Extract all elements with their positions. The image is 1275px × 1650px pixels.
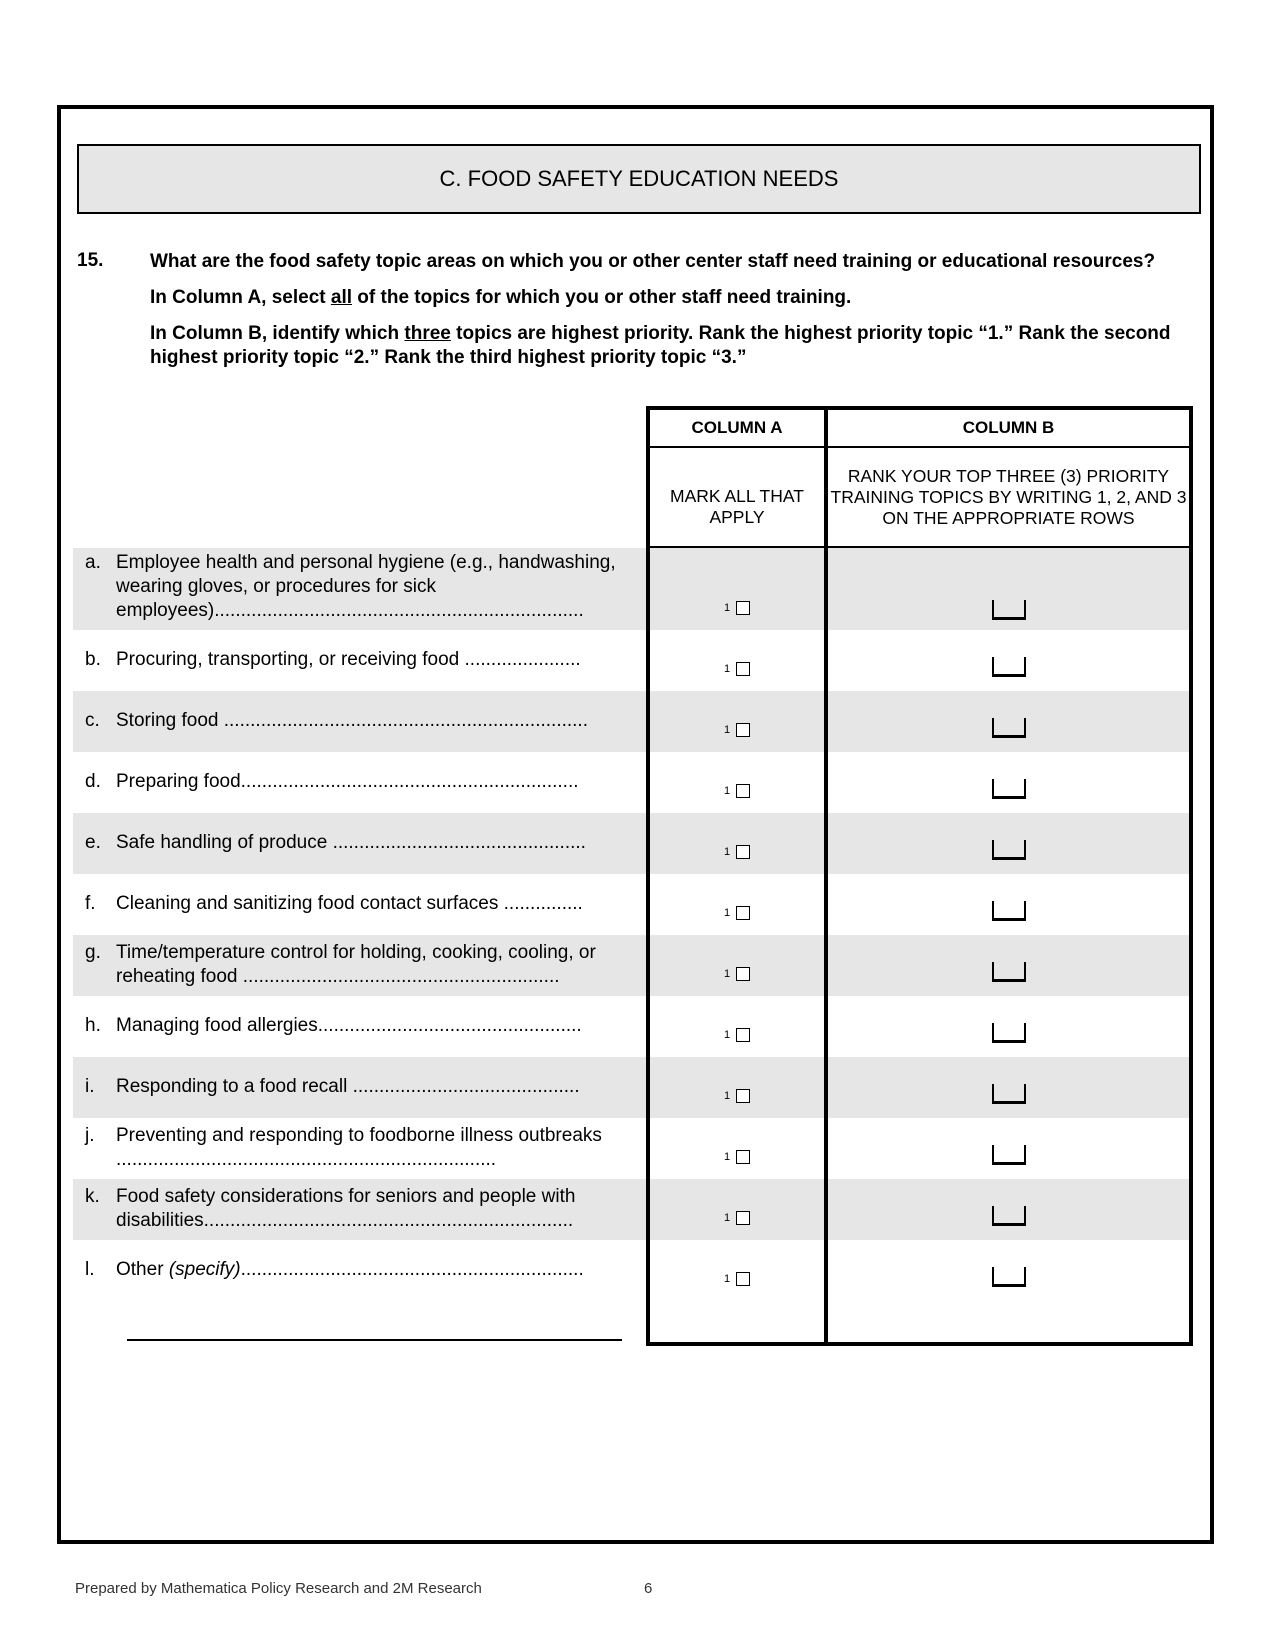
rank-field-c[interactable] bbox=[828, 718, 1189, 738]
rank-field-h[interactable] bbox=[828, 1023, 1189, 1043]
column-b-header: COLUMN B bbox=[962, 418, 1055, 437]
checkbox-icon[interactable] bbox=[736, 1211, 750, 1225]
rank-blank-icon[interactable] bbox=[992, 657, 1026, 677]
checkbox-d[interactable]: 1 bbox=[646, 784, 828, 798]
checkbox-h[interactable]: 1 bbox=[646, 1028, 828, 1042]
page-number: 6 bbox=[644, 1580, 653, 1597]
checkbox-k[interactable]: 1 bbox=[646, 1211, 828, 1225]
column-a-header: COLUMN A bbox=[691, 418, 783, 437]
question-block bbox=[150, 250, 1180, 382]
rank-blank-icon[interactable] bbox=[992, 600, 1026, 620]
rank-field-l[interactable] bbox=[828, 1267, 1189, 1287]
rank-blank-icon[interactable] bbox=[992, 962, 1026, 982]
rank-blank-icon[interactable] bbox=[992, 901, 1026, 921]
checkbox-f[interactable]: 1 bbox=[646, 906, 828, 920]
rank-blank-icon[interactable] bbox=[992, 840, 1026, 860]
checkbox-icon[interactable] bbox=[736, 1272, 750, 1286]
section-title-text: C. FOOD SAFETY EDUCATION NEEDS bbox=[439, 166, 839, 191]
footer-prepared-by: Prepared by Mathematica Policy Research and 2M Research bbox=[75, 1580, 482, 1597]
instruction-column-b: In Column B, identify which three topics are highest priority. Rank the highest priority topic “1.” Rank the second highest priority topic “2.” Rank the third highest priority topic “3.” bbox=[150, 323, 1171, 368]
rank-blank-icon[interactable] bbox=[992, 1023, 1026, 1043]
checkbox-i[interactable]: 1 bbox=[646, 1089, 828, 1103]
checkbox-icon[interactable] bbox=[736, 845, 750, 859]
rank-field-g[interactable] bbox=[828, 962, 1189, 982]
rank-field-b[interactable] bbox=[828, 657, 1189, 677]
checkbox-b[interactable]: 1 bbox=[646, 662, 828, 676]
checkbox-c[interactable]: 1 bbox=[646, 723, 828, 737]
checkbox-icon[interactable] bbox=[736, 906, 750, 920]
rank-field-k[interactable] bbox=[828, 1206, 1189, 1226]
rank-field-i[interactable] bbox=[828, 1084, 1189, 1104]
checkbox-l[interactable]: 1 bbox=[646, 1272, 828, 1286]
rank-blank-icon[interactable] bbox=[992, 779, 1026, 799]
checkbox-icon[interactable] bbox=[736, 1150, 750, 1164]
checkbox-icon[interactable] bbox=[736, 723, 750, 737]
checkbox-j[interactable]: 1 bbox=[646, 1150, 828, 1164]
rank-blank-icon[interactable] bbox=[992, 1084, 1026, 1104]
column-b-instruction: RANK YOUR TOP THREE (3) PRIORITY TRAINING TOPICS BY WRITING 1, 2, AND 3 ON THE APPROPRIATE ROWS bbox=[830, 466, 1187, 528]
checkbox-icon[interactable] bbox=[736, 662, 750, 676]
question-number: 15. bbox=[77, 250, 104, 271]
checkbox-e[interactable]: 1 bbox=[646, 845, 828, 859]
section-title bbox=[77, 144, 1201, 214]
column-a-instruction: MARK ALL THAT APPLY bbox=[670, 485, 804, 527]
rank-blank-icon[interactable] bbox=[992, 1267, 1026, 1287]
checkbox-icon[interactable] bbox=[736, 784, 750, 798]
checkbox-icon[interactable] bbox=[736, 967, 750, 981]
header-rule bbox=[646, 446, 1193, 448]
rank-blank-icon[interactable] bbox=[992, 1145, 1026, 1165]
emphasis-three: three bbox=[404, 323, 451, 344]
instruction-column-a: In Column A, select all of the topics for which you or other staff need training. bbox=[150, 287, 852, 308]
rank-field-f[interactable] bbox=[828, 901, 1189, 921]
checkbox-icon[interactable] bbox=[736, 1089, 750, 1103]
other-specify-input[interactable] bbox=[127, 1339, 622, 1341]
rank-field-e[interactable] bbox=[828, 840, 1189, 860]
rank-blank-icon[interactable] bbox=[992, 1206, 1026, 1226]
checkbox-g[interactable]: 1 bbox=[646, 967, 828, 981]
rank-blank-icon[interactable] bbox=[992, 718, 1026, 738]
checkbox-icon[interactable] bbox=[736, 1028, 750, 1042]
checkbox-icon[interactable] bbox=[736, 601, 750, 615]
rank-field-j[interactable] bbox=[828, 1145, 1189, 1165]
checkbox-a[interactable]: 1 bbox=[646, 601, 828, 615]
emphasis-all: all bbox=[330, 287, 353, 308]
rank-field-d[interactable] bbox=[828, 779, 1189, 799]
rank-field-a[interactable] bbox=[828, 600, 1189, 620]
question-text: What are the food safety topic areas on which you or other center staff need training or educational resources? bbox=[150, 251, 1156, 272]
subheader-rule bbox=[646, 546, 1193, 548]
